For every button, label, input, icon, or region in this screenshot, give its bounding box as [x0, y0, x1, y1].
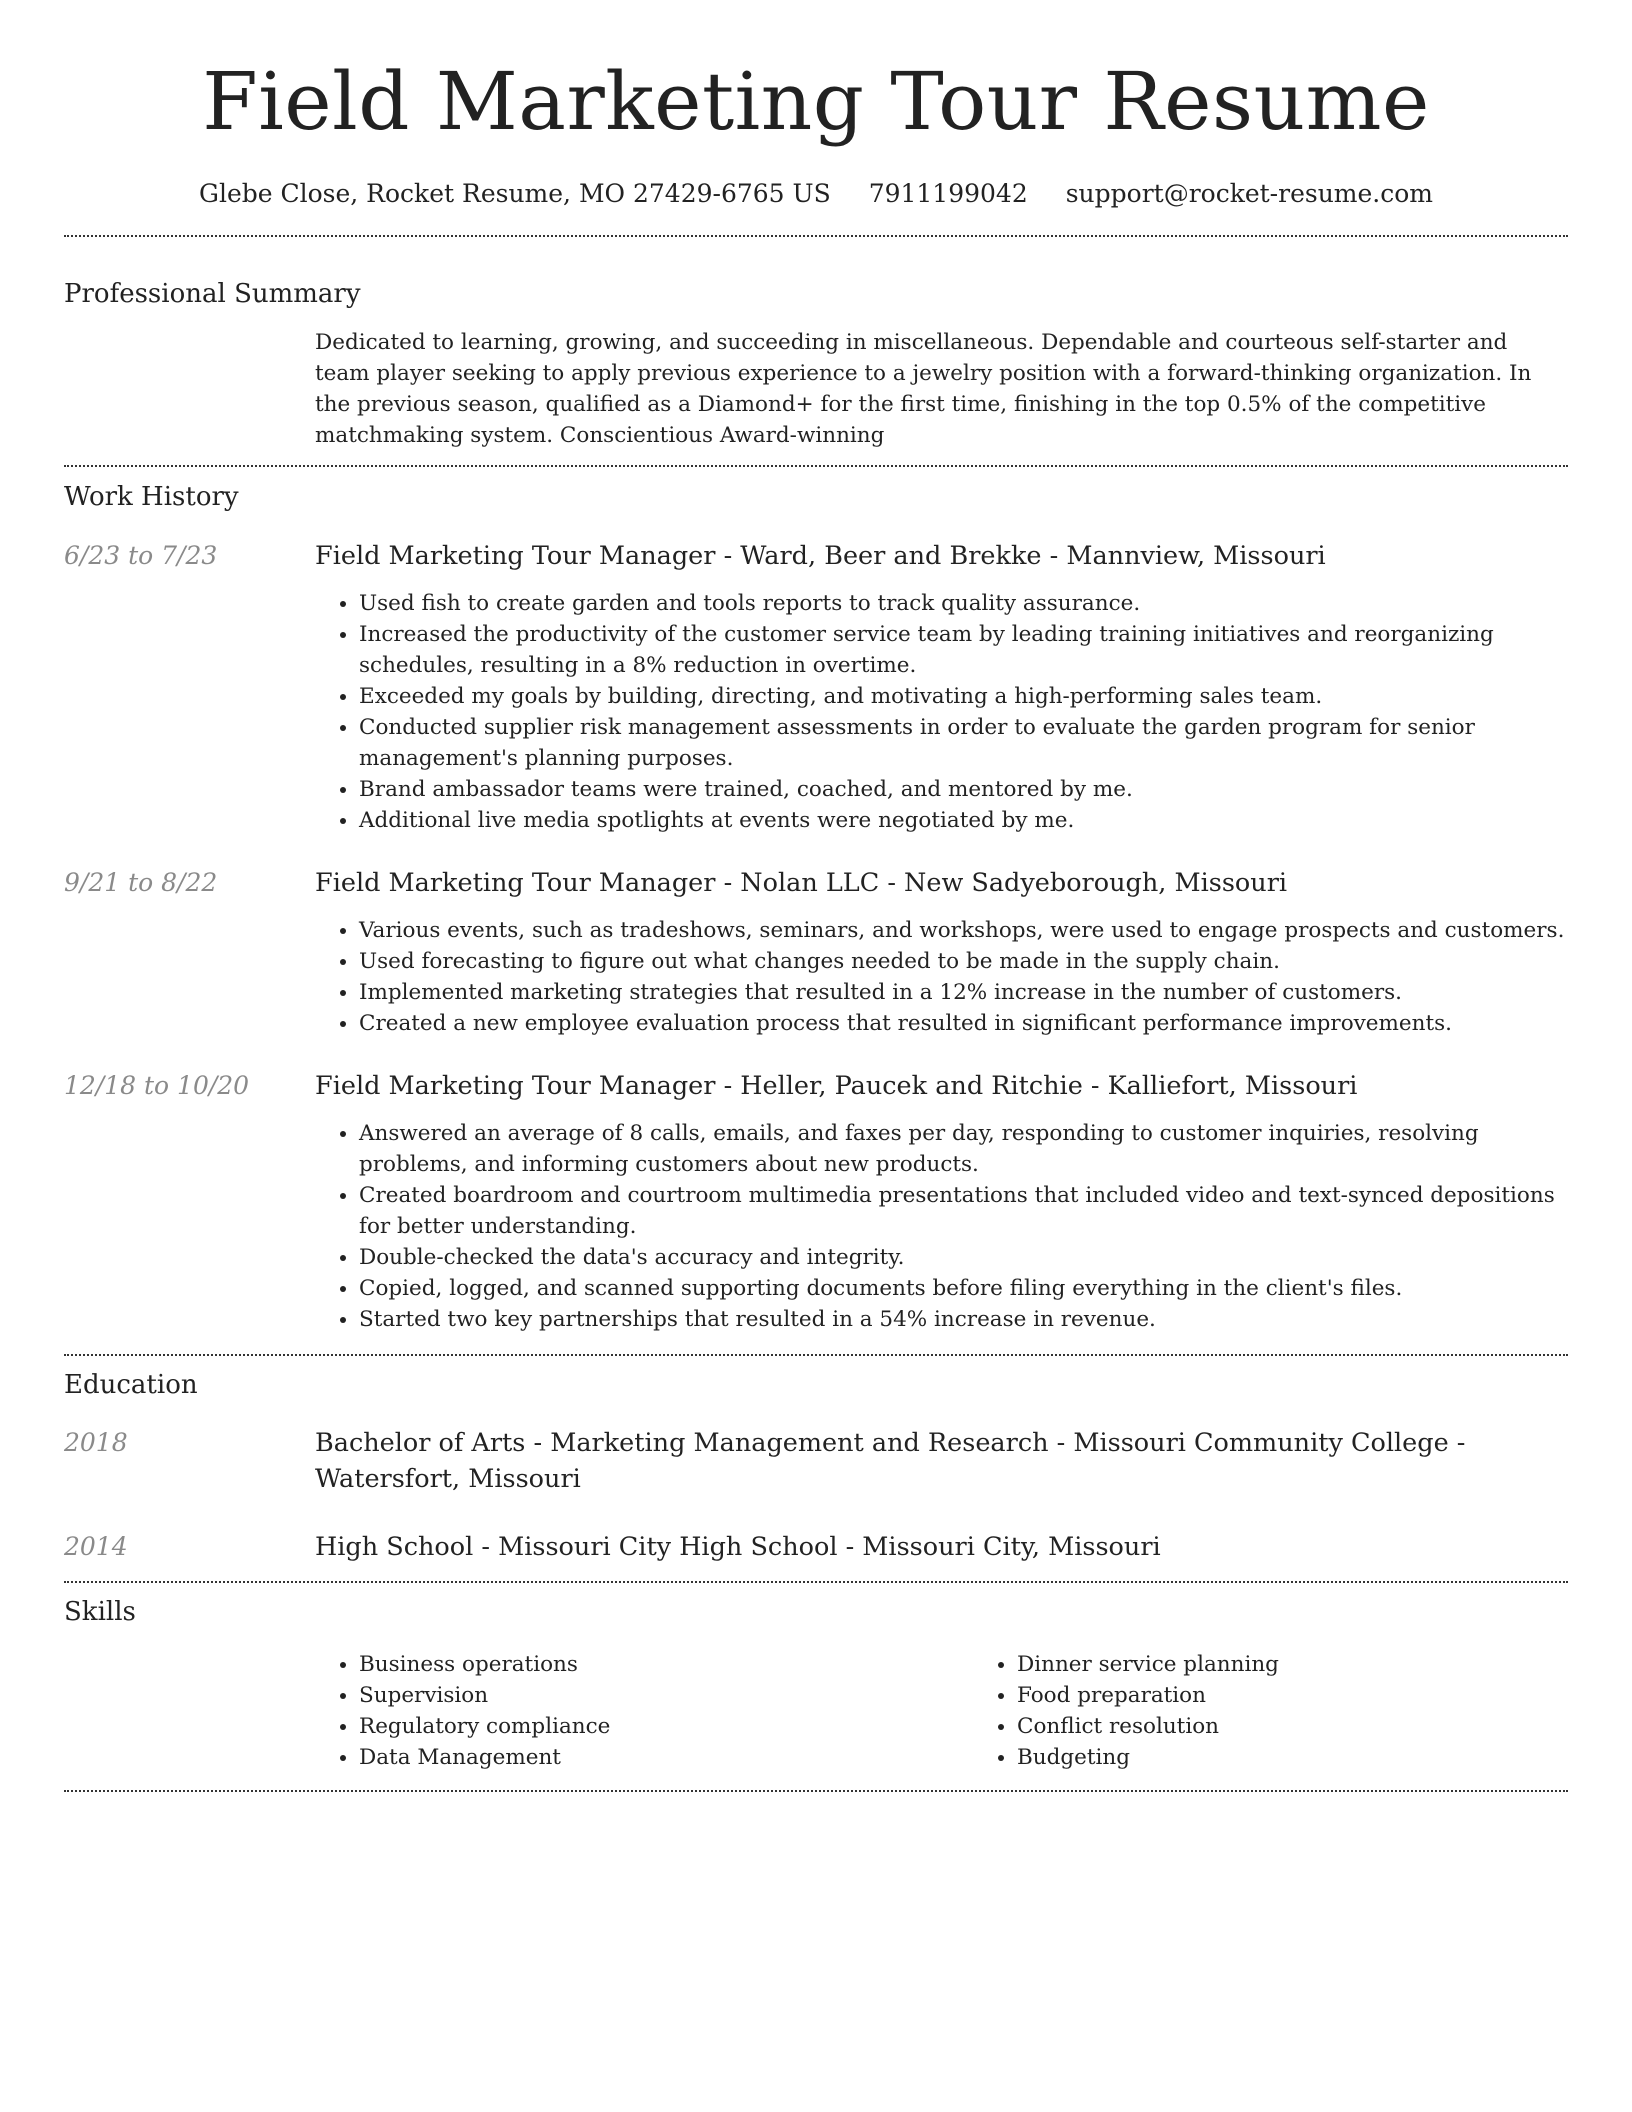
job-dates: 6/23 to 7/23 — [64, 541, 218, 570]
job-title: Field Marketing Tour Manager - Heller, Paucek and Ritchie - Kalliefort, Missouri — [315, 1071, 1358, 1101]
divider — [64, 1354, 1568, 1356]
skill-item: • Budgeting — [1017, 1742, 1631, 1773]
job-dates: 9/21 to 8/22 — [64, 868, 218, 897]
contact-address: Glebe Close, Rocket Resume, MO 27429-6765 US — [198, 179, 831, 208]
list-item: • Used fish to create garden and tools reports to track quality assurance. — [359, 588, 1568, 619]
list-item: • Various events, such as tradeshows, seminars, and workshops, were used to engage prospects and customers. — [359, 915, 1568, 946]
list-item: • Additional live media spotlights at events were negotiated by me. — [359, 805, 1568, 836]
section-heading-summary: Professional Summary — [64, 279, 361, 309]
resume-title: Field Marketing Tour Resume — [202, 55, 1430, 148]
contact-phone: 7911199042 — [868, 179, 1028, 208]
job-bullets — [315, 1118, 1568, 1335]
list-item: • Created a new employee evaluation process that resulted in significant performance improvements. — [359, 1008, 1568, 1039]
list-item: • Copied, logged, and scanned supporting documents before filing everything in the client's files. — [359, 1273, 1568, 1304]
divider — [64, 1790, 1568, 1792]
contact-line — [64, 176, 1568, 212]
skills-list-right — [973, 1649, 1631, 1773]
skill-item: • Data Management — [359, 1742, 973, 1773]
job-title: Field Marketing Tour Manager - Nolan LLC - New Sadyeborough, Missouri — [315, 868, 1288, 898]
list-item: • Conducted supplier risk management assessments in order to evaluate the garden program for senior management's planning purposes. — [359, 712, 1568, 774]
education-year: 2018 — [64, 1428, 128, 1457]
list-item: • Increased the productivity of the customer service team by leading training initiatives and reorganizing schedules, resulting in a 8% reduction in overtime. — [359, 619, 1568, 681]
divider — [64, 465, 1568, 467]
education-entry — [64, 1425, 1568, 1497]
section-heading-skills: Skills — [64, 1597, 136, 1627]
list-item: • Answered an average of 8 calls, emails, and faxes per day, responding to customer inquiries, resolving problems, and informing customers about new products. — [359, 1118, 1568, 1180]
list-item: • Created boardroom and courtroom multimedia presentations that included video and text-synced depositions for better understanding. — [359, 1180, 1568, 1242]
education-text: Bachelor of Arts - Marketing Management and Research - Missouri Community College - Watersfort, Missouri — [315, 1428, 1466, 1494]
job-title: Field Marketing Tour Manager - Ward, Beer and Brekke - Mannview, Missouri — [315, 541, 1326, 571]
section-heading-education: Education — [64, 1370, 198, 1400]
job-entry — [64, 865, 1568, 1039]
list-item: • Double-checked the data's accuracy and integrity. — [359, 1242, 1568, 1273]
skill-item: • Food preparation — [1017, 1680, 1631, 1711]
divider — [64, 235, 1568, 237]
job-entry — [64, 1068, 1568, 1335]
list-item: • Implemented marketing strategies that resulted in a 12% increase in the number of customers. — [359, 977, 1568, 1008]
contact-email: support@rocket-resume.com — [1065, 179, 1434, 208]
education-entry — [64, 1529, 1568, 1565]
education-section — [64, 1367, 1568, 1565]
list-item: • Brand ambassador teams were trained, coached, and mentored by me. — [359, 774, 1568, 805]
resume-page — [64, 0, 1568, 1792]
education-text: High School - Missouri City High School - Missouri City, Missouri — [315, 1532, 1161, 1562]
summary-text: Dedicated to learning, growing, and succeeding in miscellaneous. Dependable and courteous self-starter and team player seeking to apply previous experience to a jewelry position with a forward-thinking organization. In the previous season, qualified as a Diamond+ for the first time, finishing in the top 0.5% of the competitive matchmaking system. Conscientious Award-winning — [315, 330, 1532, 448]
job-bullets — [315, 915, 1568, 1039]
work-history-section — [64, 479, 1568, 1335]
education-year: 2014 — [64, 1532, 128, 1561]
skills-section — [64, 1594, 1568, 1773]
job-entry — [64, 538, 1568, 836]
list-item: • Exceeded my goals by building, directing, and motivating a high-performing sales team. — [359, 681, 1568, 712]
skill-item: • Conflict resolution — [1017, 1711, 1631, 1742]
job-dates: 12/18 to 10/20 — [64, 1071, 250, 1100]
skill-item: • Supervision — [359, 1680, 973, 1711]
skill-item: • Regulatory compliance — [359, 1711, 973, 1742]
skill-item: • Dinner service planning — [1017, 1649, 1631, 1680]
job-bullets — [315, 588, 1568, 836]
section-heading-work: Work History — [64, 482, 239, 512]
summary-section — [64, 276, 1568, 451]
divider — [64, 1581, 1568, 1583]
skills-list-left — [315, 1649, 973, 1773]
list-item: • Used forecasting to figure out what changes needed to be made in the supply chain. — [359, 946, 1568, 977]
skill-item: • Business operations — [359, 1649, 973, 1680]
list-item: • Started two key partnerships that resulted in a 54% increase in revenue. — [359, 1304, 1568, 1335]
